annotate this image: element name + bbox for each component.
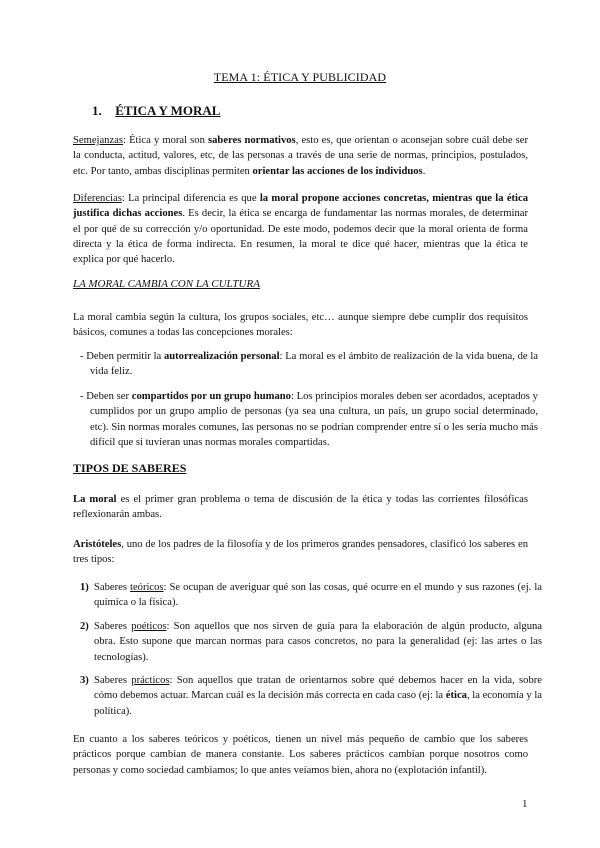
moral-cultura-heading: LA MORAL CAMBIA CON LA CULTURA [73,278,260,290]
text: : Ética y moral son [123,135,209,146]
bold-text: compartidos por un grupo humano [131,391,291,402]
moral-paragraph [73,492,528,523]
text: . Es decir, la ética se encarga de fundamentar las normas morales, de determinar el por qué de su corrección y/o oportunidad. De este modo, podemos decir que la moral orienta de forma directa y la ética de forma indirecta. En resumen, la moral te dice qué hacer, mientras que la ética te explica por qué hacerlo. [73,208,528,266]
closing-paragraph: En cuanto a los saberes teóricos y poéticos, tienen un nivel más pequeño de cambio que los saberes prácticos porque cambian de manera constante. Los saberes prácticos cambian porque nosotros como personas y como sociedad cambiamos; lo que antes veíamos bien, ahora no (explotación infantil). [73,734,528,776]
underlined-text: poéticos [131,621,167,632]
item-number: 1) [80,582,89,593]
bold-text: autorrealización personal [163,351,280,362]
bold-text: La moral [73,494,117,505]
underlined-text: teóricos [130,582,164,593]
text: , uno de los padres de la filosofía y de los primeros grandes pensadores, clasificó los saberes en tres tipos: [73,539,528,566]
text: Saberes [94,675,132,686]
bold-text: orientar las acciones de los individuos [252,165,423,177]
saberes-item-3 [80,673,542,719]
diferencias-paragraph [73,191,528,267]
diferencias-label: Diferencias [73,193,122,204]
tipos-saberes-heading: TIPOS DE SABERES [73,461,187,475]
semejanzas-paragraph [73,133,528,179]
item-number: 2) [80,621,89,632]
bold-text: Aristóteles [73,539,122,550]
text: : La principal diferencia es que [121,193,260,204]
semejanzas-label: Semejanzas [73,135,124,146]
section-number: 1. [92,103,102,118]
text: : Los principios morales deben ser acordados, aceptados y cumplidos por un grupo amplio de personas (ya sea una cultura, un país, un grupo social determinado, etc). Sin normas morales comunes, las personas no se podrían comprender entre sí o les sería mucho más difícil que si tuvieran unas normas morales compartidas. [90,391,538,448]
text: , esto es, que orientan o aconsejan sobre cuál debe ser la conducta, actitud, valores, etc, de las personas a través de una serie de normas, principios, postulados, etc. Por tanto, ambas disciplinas permiten [73,135,529,177]
section-title: ÉTICA Y MORAL [115,103,221,118]
underlined-text: prácticos [131,675,170,686]
bold-text: saberes normativos [208,135,296,146]
moral-cultura-intro: La moral cambia según la cultura, los grupos sociales, etc… aunque siempre debe cumplir dos requisitos básicos, comunes a todas las concepciones morales: [73,312,528,339]
text: - Deben permitir la [80,351,164,362]
text: Saberes [94,621,132,632]
text: : Son aquellos que nos sirven de guía para la elaboración de algún producto, alguna obra. Esto supone que marcan normas para casos concretos, no para la generalidad (ej: las artes o las tecnologías). [94,621,542,663]
text: Saberes [94,582,130,593]
text: - Deben ser [80,391,132,402]
requirement-bullet-2 [80,389,538,450]
aristoteles-paragraph [73,537,528,568]
item-number: 3) [80,675,89,686]
page-number: 1 [522,798,528,810]
text: : Se ocupan de averiguar qué son las cosas, qué ocurre en el mundo y sus razones (ej. la química o la física). [94,582,543,609]
text: : La moral es el ámbito de realización de la vida buena, de la vida feliz. [90,351,538,378]
text: : Son aquellos que tratan de orientarnos sobre qué debemos hacer en la vida, sobre cómo debemos actuar. Marcan cuál es la decisión más correcta en cada caso (ej: la [94,675,543,702]
saberes-item-1 [80,580,542,611]
text: . [422,165,426,177]
bold-text: ética [445,690,467,702]
document-title: TEMA 1: ÉTICA Y PUBLICIDAD [213,70,387,84]
saberes-item-2 [80,619,542,665]
text: es el primer gran problema o tema de discusión de la ética y todas las corrientes filosóficas reflexionarán ambas. [73,494,528,521]
bold-text: la moral propone acciones concretas, mientras que la ética justifica dichas acciones [73,193,528,220]
requirement-bullet-1 [80,349,538,380]
section-heading-etica-moral [92,103,220,119]
text: , la economía y la política). [94,690,542,717]
